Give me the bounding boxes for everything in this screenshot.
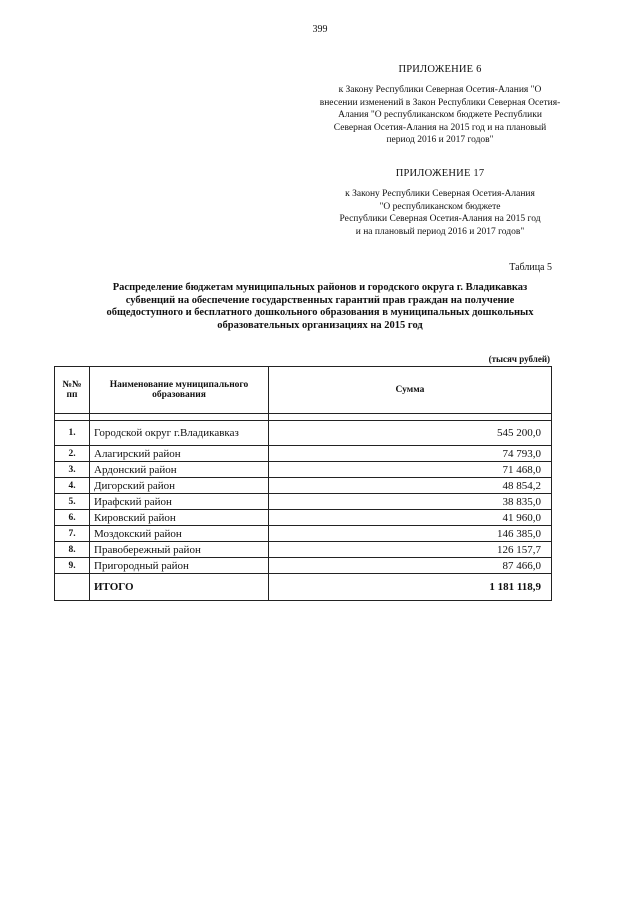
row-num: 7. xyxy=(55,526,90,542)
header-sum: Сумма xyxy=(269,367,552,414)
header-name-line: Наименование муниципального xyxy=(109,380,249,390)
table-row xyxy=(55,510,552,526)
table-row xyxy=(55,421,552,446)
page-number: 399 xyxy=(312,24,328,35)
appendix-6-line: внесении изменений в Закон Республики Северная Осетия- xyxy=(319,97,561,108)
row-num: 3. xyxy=(55,462,90,478)
row-name: Правобережный район xyxy=(90,542,269,558)
row-sum: 48 854,2 xyxy=(269,478,552,494)
row-name: Дигорский район xyxy=(90,478,269,494)
row-sum: 87 466,0 xyxy=(269,558,552,574)
table-row xyxy=(55,542,552,558)
row-name: Моздокский район xyxy=(90,526,269,542)
row-sum: 126 157,7 xyxy=(269,542,552,558)
header-num-line: пп xyxy=(66,390,78,400)
row-sum: 74 793,0 xyxy=(269,446,552,462)
table-row xyxy=(55,462,552,478)
row-num: 1. xyxy=(55,421,90,446)
row-num: 2. xyxy=(55,446,90,462)
appendix-6-line: Северная Осетия-Алания на 2015 год и на плановый xyxy=(333,122,547,133)
row-sum: 71 468,0 xyxy=(269,462,552,478)
header-num-line: №№ xyxy=(62,380,82,390)
table-row xyxy=(55,558,552,574)
total-sum: 1 181 118,9 xyxy=(269,574,552,601)
appendix-17-line: к Закону Республики Северная Осетия-Алания xyxy=(345,189,535,199)
row-name: Ирафский район xyxy=(90,494,269,510)
appendix-6-title: ПРИЛОЖЕНИЕ 6 xyxy=(398,64,482,75)
page-title xyxy=(60,282,580,332)
row-num: 8. xyxy=(55,542,90,558)
total-row xyxy=(55,574,552,601)
row-sum: 545 200,0 xyxy=(269,421,552,446)
row-num: 4. xyxy=(55,478,90,494)
appendix-17-line: и на плановый период 2016 и 2017 годов" xyxy=(355,226,525,237)
row-sum: 146 385,0 xyxy=(269,526,552,542)
heading-line: образовательных организациях на 2015 год xyxy=(217,319,423,331)
heading-line: субвенций на обеспечение государственных гарантий прав граждан на получение xyxy=(125,294,515,306)
heading-line: общедоступного и бесплатного дошкольного образования в муниципальных дошкольных xyxy=(106,307,534,318)
appendix-17-line: "О республиканском бюджете xyxy=(379,201,501,212)
appendix-6-line: к Закону Республики Северная Осетия-Алания "О xyxy=(338,85,542,95)
table-row xyxy=(55,478,552,494)
heading-line: Распределение бюджетам муниципальных районов и городского округа г. Владикавказ xyxy=(112,282,528,293)
units-label: (тысяч рублей) xyxy=(488,354,550,364)
row-sum: 41 960,0 xyxy=(269,510,552,526)
appendix-6-line: Алания "О республиканском бюджете Республики xyxy=(338,110,542,120)
table-row xyxy=(55,526,552,542)
row-num: 9. xyxy=(55,558,90,574)
table-row xyxy=(55,494,552,510)
appendix-17-line: Республики Северная Осетия-Алания на 2015 год xyxy=(339,214,541,224)
appendix-17-text xyxy=(290,188,590,238)
table-label: Таблица 5 xyxy=(509,262,552,273)
header-num xyxy=(55,367,90,414)
spacer-row xyxy=(55,414,552,421)
row-name: Алагирский район xyxy=(90,446,269,462)
table-header-row xyxy=(55,367,552,414)
row-num: 6. xyxy=(55,510,90,526)
header-name-line: образования xyxy=(152,390,206,400)
row-name: Пригородный район xyxy=(90,558,269,574)
appendix-6-line: период 2016 и 2017 годов" xyxy=(386,135,494,145)
row-name: Кировский район xyxy=(90,510,269,526)
total-label: ИТОГО xyxy=(90,574,269,601)
budget-table xyxy=(54,366,552,601)
row-num: 5. xyxy=(55,494,90,510)
row-sum: 38 835,0 xyxy=(269,494,552,510)
appendix-6-text xyxy=(290,84,590,147)
header-name xyxy=(90,367,269,414)
table-row xyxy=(55,446,552,462)
row-name: Городской округ г.Владикавказ xyxy=(90,421,269,446)
appendix-17-title: ПРИЛОЖЕНИЕ 17 xyxy=(395,168,485,179)
row-name: Ардонский район xyxy=(90,462,269,478)
